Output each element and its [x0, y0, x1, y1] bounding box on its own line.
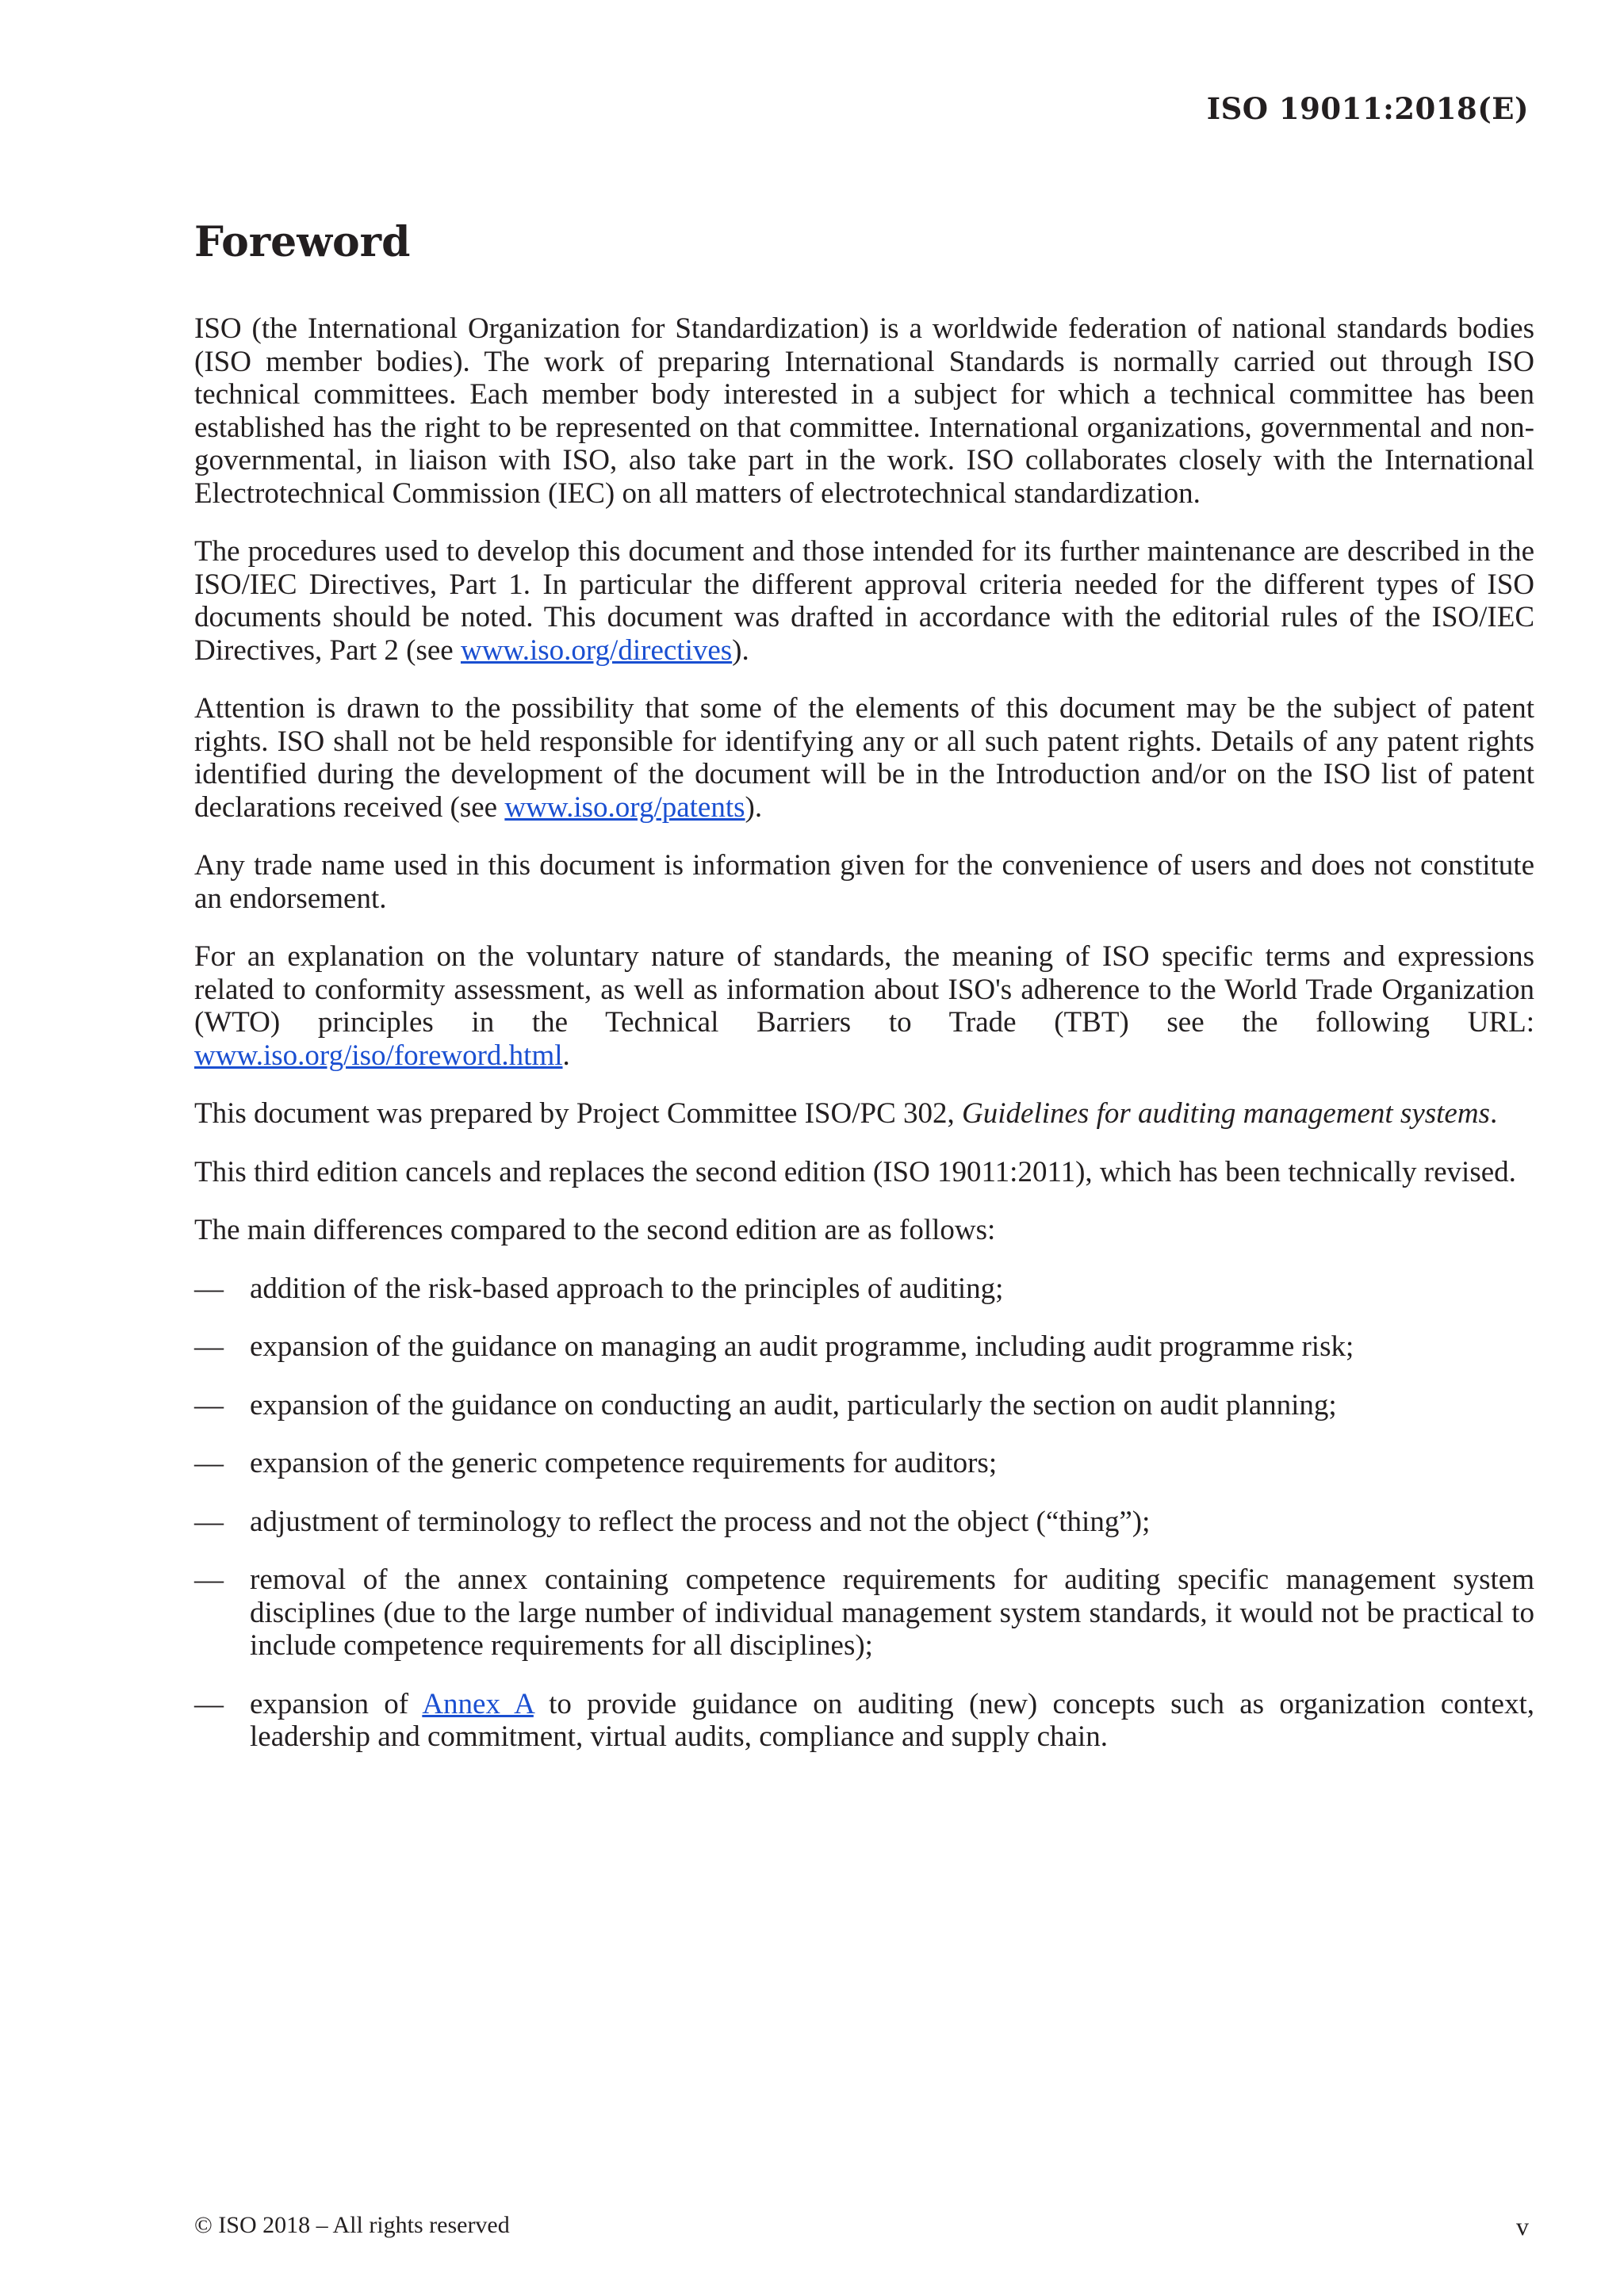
dash-bullet: — — [194, 1687, 224, 1720]
paragraph-iso-intro: ISO (the International Organization for Standardization) is a worldwide federation of national standards bodies (ISO member bodies). The work of preparing International Standards is normally carried out through ISO technical committees. Each member body interested in a subject for which a technical committee has been established has the right to be represented on that committee. International organizations, governmental and non-governmental, in liaison with ISO, also take part in the work. ISO collaborates closely with the International Electrotechnical Commission (IEC) on all matters of electrotechnical standardization. — [194, 312, 1534, 510]
paragraph-trade-name: Any trade name used in this document is information given for the convenience of users and does not constitute an endorsement. — [194, 849, 1534, 915]
dash-bullet: — — [194, 1272, 224, 1305]
page-title: Foreword — [194, 218, 411, 266]
document-id: ISO 19011:2018(E) — [1206, 91, 1529, 126]
paragraph-text: ). — [745, 790, 763, 824]
list-item — [194, 1447, 1534, 1480]
dash-bullet: — — [194, 1563, 224, 1596]
page-number: v — [1516, 2212, 1529, 2241]
list-item — [194, 1688, 1534, 1754]
paragraph-voluntary-nature — [194, 940, 1534, 1072]
paragraph-patents — [194, 692, 1534, 824]
list-item — [194, 1506, 1534, 1539]
list-item-text: expansion of the guidance on conducting an audit, particularly the section on audit planning; — [250, 1388, 1337, 1422]
paragraph-text: For an explanation on the voluntary nature of standards, the meaning of ISO specific terms and expressions related to conformity assessment, as well as information about ISO's adherence to the World Trade Organization (WTO) principles in the Technical Barriers to Trade (TBT) see the following URL: — [194, 940, 1534, 1039]
copyright-notice: © ISO 2018 – All rights reserved — [194, 2212, 510, 2238]
dash-bullet: — — [194, 1447, 224, 1479]
paragraph-text: . — [562, 1039, 570, 1072]
dash-bullet: — — [194, 1330, 224, 1363]
list-item-text: expansion of the generic competence requirements for auditors; — [250, 1447, 998, 1479]
paragraph-differences-intro: The main differences compared to the second edition are as follows: — [194, 1214, 996, 1246]
committee-title: Guidelines for auditing management systems — [962, 1097, 1490, 1130]
list-item — [194, 1330, 1534, 1364]
paragraph-text: This document was prepared by Project Committee ISO/PC 302, — [194, 1097, 963, 1130]
differences-list — [194, 1272, 1534, 1754]
paragraph-committee — [194, 1097, 1534, 1131]
patents-link[interactable]: www.iso.org/patents — [504, 790, 745, 824]
list-item-text: expansion of the guidance on managing an audit programme, including audit programme risk; — [250, 1330, 1354, 1363]
list-item-text: to provide guidance on auditing (new) concepts such as organization context, leadership and commitment, virtual audits, compliance and supply chain. — [250, 1687, 1534, 1753]
paragraph-text: . — [1489, 1097, 1498, 1130]
foreword-content — [194, 218, 1534, 1779]
list-item-text: expansion of — [250, 1687, 423, 1720]
list-item-text: addition of the risk-based approach to the principles of auditing; — [250, 1272, 1004, 1305]
paragraph-text: The procedures used to develop this document and those intended for its further maintenance are described in the ISO/IEC Directives, Part 1. In particular the different approval criteria needed for the different types of ISO documents should be noted. This document was drafted in accordance with the editorial rules of the ISO/IEC Directives, Part 2 (see — [194, 535, 1534, 667]
paragraph-procedures — [194, 535, 1534, 667]
list-item — [194, 1563, 1534, 1663]
paragraph-text: Attention is drawn to the possibility that some of the elements of this document may be the subject of patent rights. ISO shall not be held responsible for identifying any or all such patent rights. Details of any patent rights identified during the development of the document will be in the Introduction and/or on the ISO list of patent declarations received (see — [194, 692, 1534, 824]
list-item — [194, 1272, 1534, 1306]
dash-bullet: — — [194, 1388, 224, 1422]
dash-bullet: — — [194, 1505, 224, 1538]
annex-a-link[interactable]: Annex A — [422, 1687, 534, 1720]
directives-link[interactable]: www.iso.org/directives — [460, 633, 733, 667]
paragraph-edition: This third edition cancels and replaces the second edition (ISO 19011:2011), which has been technically revised. — [194, 1155, 1516, 1188]
list-item-text: adjustment of terminology to reflect the process and not the object (“thing”); — [250, 1505, 1151, 1538]
foreword-link[interactable]: www.iso.org/iso/foreword.html — [194, 1039, 563, 1072]
list-item — [194, 1389, 1534, 1422]
paragraph-text: ). — [732, 633, 749, 667]
list-item-text: removal of the annex containing competence requirements for auditing specific management system disciplines (due to the large number of individual management system standards, it would not be practical to include competence requirements for all disciplines); — [250, 1563, 1534, 1662]
